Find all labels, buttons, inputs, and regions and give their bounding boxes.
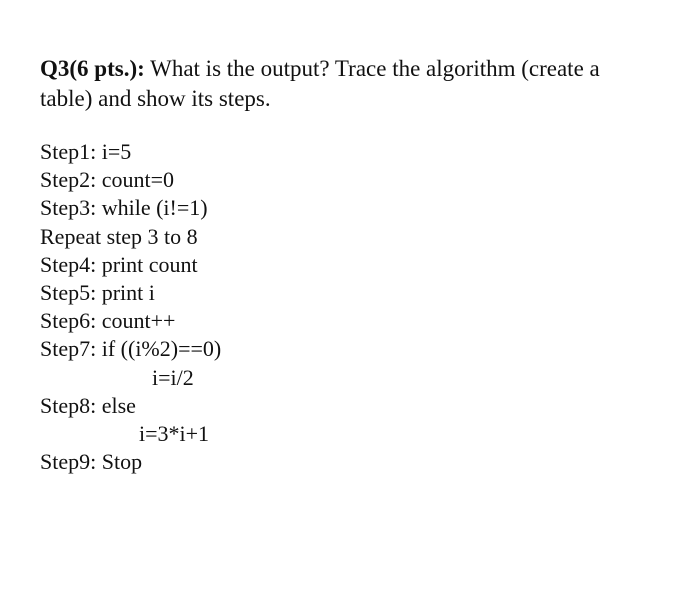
step-line: Step3: while (i!=1) [40,195,208,221]
question-text-line2: table) and show its steps. [40,86,271,111]
step-line: Step2: count=0 [40,167,175,193]
question-prompt [40,54,662,114]
step-line: Step1: i=5 [40,139,132,164]
step-line: Repeat step 3 to 8 [40,223,198,249]
step-line: Step7: if ((i%2)==0) [40,336,222,362]
step-line: Step6: count++ [40,308,176,334]
step-line: Step8: else [40,392,136,418]
step-line-indented: i=3*i+1 [139,420,210,446]
algorithm-steps [40,138,640,476]
question-label: Q3(6 pts.): [40,56,145,81]
question-text-line1: What is the output? Trace the algorithm (create a [144,56,600,81]
step-line: Step9: Stop [40,449,143,475]
step-line-indented: i=i/2 [152,364,194,390]
step-line: Step5: print i [40,279,155,305]
step-line: Step4: print count [40,251,198,277]
